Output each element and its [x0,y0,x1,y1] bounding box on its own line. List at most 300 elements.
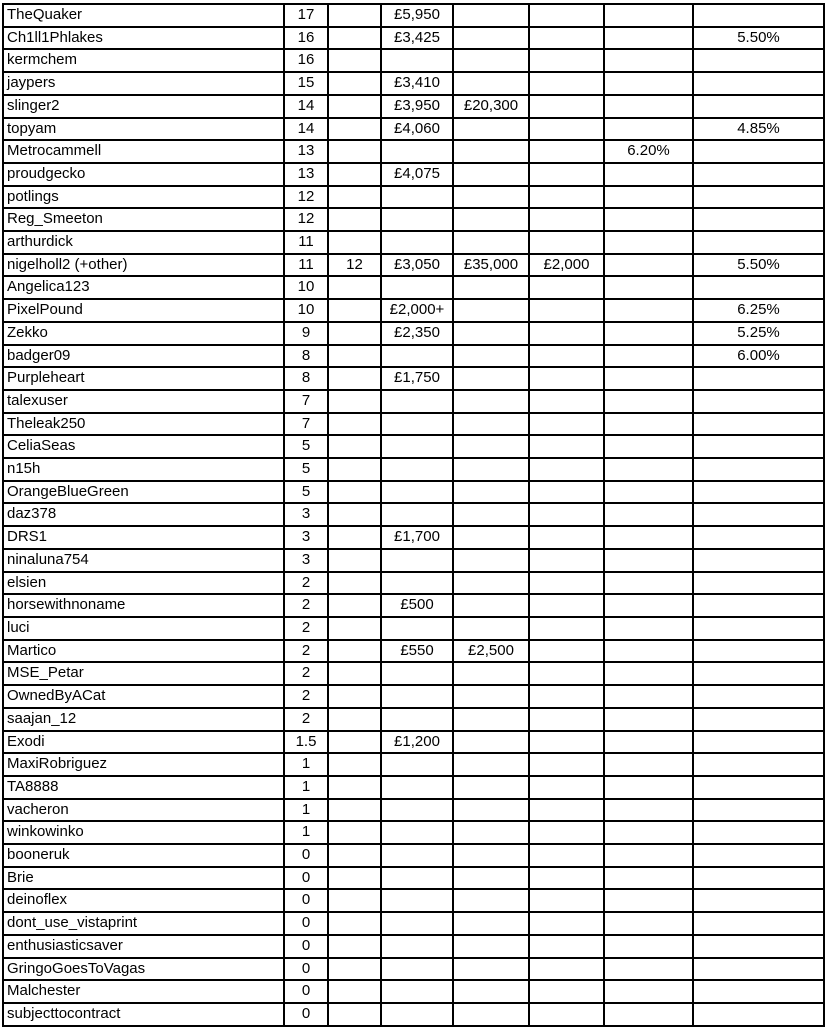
cell-rate-1[interactable] [604,72,693,95]
cell-amount-3[interactable] [529,844,604,867]
cell-username[interactable]: CeliaSeas [3,435,284,458]
cell-rate-2[interactable] [693,367,824,390]
cell-amount-1[interactable]: £550 [381,640,453,663]
cell-username[interactable]: enthusiasticsaver [3,935,284,958]
cell-username[interactable]: Exodi [3,731,284,754]
cell-rate-1[interactable] [604,549,693,572]
cell-amount-2[interactable] [453,27,529,50]
cell-amount-3[interactable] [529,208,604,231]
cell-count-primary[interactable]: 0 [284,889,328,912]
cell-amount-2[interactable] [453,526,529,549]
cell-count-secondary[interactable] [328,4,381,27]
cell-rate-2[interactable] [693,276,824,299]
cell-count-secondary[interactable]: 12 [328,254,381,277]
cell-rate-2[interactable] [693,708,824,731]
cell-amount-3[interactable] [529,526,604,549]
cell-amount-2[interactable] [453,821,529,844]
cell-count-primary[interactable]: 5 [284,481,328,504]
cell-count-primary[interactable]: 0 [284,958,328,981]
cell-count-primary[interactable]: 2 [284,708,328,731]
cell-amount-2[interactable] [453,753,529,776]
cell-amount-2[interactable]: £2,500 [453,640,529,663]
cell-amount-1[interactable] [381,799,453,822]
cell-count-primary[interactable]: 7 [284,390,328,413]
cell-amount-3[interactable]: £2,000 [529,254,604,277]
cell-amount-3[interactable] [529,685,604,708]
cell-rate-2[interactable] [693,231,824,254]
cell-amount-1[interactable]: £2,000+ [381,299,453,322]
cell-count-secondary[interactable] [328,640,381,663]
cell-amount-3[interactable] [529,322,604,345]
cell-count-secondary[interactable] [328,140,381,163]
cell-amount-2[interactable] [453,390,529,413]
cell-count-primary[interactable]: 7 [284,413,328,436]
cell-username[interactable]: TA8888 [3,776,284,799]
cell-count-primary[interactable]: 14 [284,118,328,141]
cell-amount-3[interactable] [529,390,604,413]
cell-username[interactable]: GringoGoesToVagas [3,958,284,981]
cell-username[interactable]: daz378 [3,503,284,526]
cell-username[interactable]: winkowinko [3,821,284,844]
cell-rate-1[interactable] [604,1003,693,1026]
cell-amount-1[interactable] [381,867,453,890]
cell-rate-1[interactable] [604,594,693,617]
cell-rate-2[interactable] [693,889,824,912]
cell-rate-2[interactable] [693,390,824,413]
cell-count-primary[interactable]: 1 [284,776,328,799]
cell-count-secondary[interactable] [328,958,381,981]
cell-rate-2[interactable] [693,503,824,526]
cell-amount-1[interactable] [381,776,453,799]
cell-count-primary[interactable]: 16 [284,27,328,50]
cell-count-secondary[interactable] [328,572,381,595]
cell-amount-3[interactable] [529,231,604,254]
cell-username[interactable]: potlings [3,186,284,209]
cell-amount-2[interactable] [453,208,529,231]
cell-amount-2[interactable] [453,231,529,254]
cell-amount-2[interactable] [453,776,529,799]
cell-amount-2[interactable] [453,889,529,912]
cell-amount-2[interactable] [453,572,529,595]
cell-rate-2[interactable] [693,186,824,209]
cell-rate-2[interactable]: 5.50% [693,27,824,50]
cell-amount-3[interactable] [529,708,604,731]
cell-count-secondary[interactable] [328,118,381,141]
cell-rate-2[interactable] [693,572,824,595]
cell-rate-2[interactable] [693,685,824,708]
cell-count-primary[interactable]: 11 [284,254,328,277]
cell-count-secondary[interactable] [328,503,381,526]
cell-rate-2[interactable] [693,753,824,776]
cell-count-primary[interactable]: 13 [284,163,328,186]
cell-rate-1[interactable] [604,526,693,549]
cell-amount-1[interactable] [381,140,453,163]
cell-amount-1[interactable] [381,685,453,708]
cell-amount-3[interactable] [529,912,604,935]
cell-amount-2[interactable] [453,662,529,685]
cell-amount-2[interactable] [453,980,529,1003]
cell-rate-1[interactable] [604,49,693,72]
cell-username[interactable]: Reg_Smeeton [3,208,284,231]
cell-rate-1[interactable] [604,662,693,685]
cell-rate-2[interactable] [693,95,824,118]
cell-amount-2[interactable] [453,799,529,822]
cell-rate-1[interactable] [604,776,693,799]
cell-amount-1[interactable]: £3,410 [381,72,453,95]
cell-count-secondary[interactable] [328,390,381,413]
cell-amount-3[interactable] [529,889,604,912]
cell-username[interactable]: Angelica123 [3,276,284,299]
cell-rate-1[interactable] [604,708,693,731]
cell-count-secondary[interactable] [328,95,381,118]
cell-amount-2[interactable] [453,4,529,27]
cell-rate-2[interactable] [693,458,824,481]
cell-username[interactable]: luci [3,617,284,640]
cell-count-secondary[interactable] [328,1003,381,1026]
cell-amount-2[interactable] [453,594,529,617]
cell-count-primary[interactable]: 2 [284,662,328,685]
cell-amount-1[interactable]: £5,950 [381,4,453,27]
cell-count-primary[interactable]: 2 [284,572,328,595]
cell-amount-1[interactable] [381,617,453,640]
cell-amount-3[interactable] [529,503,604,526]
cell-rate-1[interactable] [604,889,693,912]
cell-rate-2[interactable] [693,526,824,549]
cell-amount-2[interactable] [453,163,529,186]
cell-amount-1[interactable] [381,345,453,368]
cell-amount-1[interactable] [381,708,453,731]
cell-amount-3[interactable] [529,481,604,504]
cell-amount-2[interactable] [453,118,529,141]
cell-username[interactable]: nigelholl2 (+other) [3,254,284,277]
cell-amount-2[interactable] [453,435,529,458]
cell-username[interactable]: proudgecko [3,163,284,186]
cell-count-primary[interactable]: 3 [284,503,328,526]
cell-amount-1[interactable] [381,912,453,935]
cell-count-secondary[interactable] [328,662,381,685]
cell-rate-1[interactable] [604,413,693,436]
cell-rate-2[interactable] [693,867,824,890]
cell-rate-1[interactable] [604,799,693,822]
cell-count-secondary[interactable] [328,27,381,50]
cell-username[interactable]: dont_use_vistaprint [3,912,284,935]
cell-amount-3[interactable] [529,27,604,50]
cell-rate-1[interactable] [604,163,693,186]
cell-rate-1[interactable] [604,958,693,981]
cell-username[interactable]: Purpleheart [3,367,284,390]
cell-amount-3[interactable] [529,140,604,163]
cell-amount-3[interactable] [529,299,604,322]
cell-amount-3[interactable] [529,640,604,663]
cell-count-primary[interactable]: 0 [284,867,328,890]
cell-count-primary[interactable]: 1 [284,821,328,844]
cell-count-secondary[interactable] [328,276,381,299]
cell-count-primary[interactable]: 3 [284,549,328,572]
cell-rate-1[interactable] [604,322,693,345]
cell-count-primary[interactable]: 3 [284,526,328,549]
cell-amount-2[interactable] [453,617,529,640]
cell-count-secondary[interactable] [328,980,381,1003]
cell-count-primary[interactable]: 11 [284,231,328,254]
cell-rate-1[interactable] [604,980,693,1003]
cell-amount-3[interactable] [529,95,604,118]
cell-rate-1[interactable] [604,685,693,708]
cell-count-secondary[interactable] [328,367,381,390]
cell-username[interactable]: OrangeBlueGreen [3,481,284,504]
cell-username[interactable]: jaypers [3,72,284,95]
cell-count-secondary[interactable] [328,458,381,481]
cell-username[interactable]: ninaluna754 [3,549,284,572]
cell-username[interactable]: Zekko [3,322,284,345]
cell-amount-2[interactable] [453,685,529,708]
cell-amount-3[interactable] [529,958,604,981]
cell-amount-1[interactable] [381,231,453,254]
cell-amount-3[interactable] [529,4,604,27]
cell-amount-1[interactable] [381,413,453,436]
cell-amount-3[interactable] [529,935,604,958]
cell-username[interactable]: Metrocammell [3,140,284,163]
cell-count-primary[interactable]: 5 [284,435,328,458]
cell-username[interactable]: kermchem [3,49,284,72]
cell-rate-2[interactable]: 5.25% [693,322,824,345]
cell-amount-2[interactable] [453,708,529,731]
cell-count-secondary[interactable] [328,413,381,436]
cell-amount-3[interactable] [529,1003,604,1026]
cell-amount-1[interactable] [381,49,453,72]
cell-count-primary[interactable]: 8 [284,367,328,390]
cell-rate-2[interactable] [693,935,824,958]
cell-username[interactable]: Brie [3,867,284,890]
cell-username[interactable]: subjecttocontract [3,1003,284,1026]
cell-count-secondary[interactable] [328,49,381,72]
cell-count-primary[interactable]: 5 [284,458,328,481]
cell-count-secondary[interactable] [328,186,381,209]
cell-rate-2[interactable] [693,4,824,27]
cell-username[interactable]: Martico [3,640,284,663]
cell-amount-2[interactable] [453,413,529,436]
cell-count-primary[interactable]: 2 [284,685,328,708]
cell-amount-2[interactable] [453,1003,529,1026]
cell-username[interactable]: Malchester [3,980,284,1003]
cell-count-secondary[interactable] [328,708,381,731]
cell-rate-2[interactable] [693,481,824,504]
cell-rate-1[interactable] [604,572,693,595]
cell-rate-1[interactable] [604,367,693,390]
cell-username[interactable]: n15h [3,458,284,481]
cell-rate-2[interactable] [693,821,824,844]
cell-rate-1[interactable] [604,640,693,663]
cell-amount-3[interactable] [529,49,604,72]
cell-rate-2[interactable]: 4.85% [693,118,824,141]
cell-amount-1[interactable]: £500 [381,594,453,617]
cell-amount-3[interactable] [529,163,604,186]
cell-amount-2[interactable] [453,731,529,754]
cell-rate-1[interactable] [604,435,693,458]
cell-amount-1[interactable]: £4,075 [381,163,453,186]
cell-username[interactable]: Theleak250 [3,413,284,436]
cell-amount-1[interactable] [381,435,453,458]
cell-amount-1[interactable] [381,186,453,209]
cell-rate-2[interactable] [693,594,824,617]
cell-rate-2[interactable] [693,912,824,935]
cell-rate-1[interactable] [604,753,693,776]
cell-rate-2[interactable] [693,549,824,572]
cell-amount-3[interactable] [529,662,604,685]
cell-count-secondary[interactable] [328,844,381,867]
cell-username[interactable]: booneruk [3,844,284,867]
cell-count-primary[interactable]: 16 [284,49,328,72]
cell-amount-1[interactable]: £1,200 [381,731,453,754]
cell-amount-1[interactable]: £1,700 [381,526,453,549]
cell-count-primary[interactable]: 0 [284,1003,328,1026]
cell-amount-2[interactable] [453,276,529,299]
cell-amount-1[interactable] [381,208,453,231]
cell-amount-3[interactable] [529,435,604,458]
cell-username[interactable]: slinger2 [3,95,284,118]
cell-amount-2[interactable] [453,367,529,390]
cell-amount-1[interactable] [381,549,453,572]
cell-count-primary[interactable]: 17 [284,4,328,27]
cell-amount-3[interactable] [529,617,604,640]
cell-rate-1[interactable] [604,390,693,413]
cell-amount-1[interactable] [381,980,453,1003]
cell-rate-1[interactable] [604,299,693,322]
cell-amount-3[interactable] [529,367,604,390]
cell-amount-1[interactable] [381,821,453,844]
cell-count-secondary[interactable] [328,435,381,458]
cell-rate-2[interactable] [693,208,824,231]
cell-rate-1[interactable] [604,276,693,299]
cell-amount-3[interactable] [529,980,604,1003]
cell-count-secondary[interactable] [328,526,381,549]
cell-count-primary[interactable]: 8 [284,345,328,368]
cell-rate-1[interactable]: 6.20% [604,140,693,163]
cell-count-primary[interactable]: 1.5 [284,731,328,754]
cell-count-primary[interactable]: 10 [284,299,328,322]
cell-amount-1[interactable] [381,1003,453,1026]
cell-username[interactable]: vacheron [3,799,284,822]
cell-amount-2[interactable]: £35,000 [453,254,529,277]
cell-rate-2[interactable] [693,980,824,1003]
cell-username[interactable]: saajan_12 [3,708,284,731]
cell-rate-1[interactable] [604,458,693,481]
cell-count-secondary[interactable] [328,481,381,504]
cell-rate-1[interactable] [604,231,693,254]
cell-count-primary[interactable]: 12 [284,208,328,231]
cell-username[interactable]: PixelPound [3,299,284,322]
cell-rate-1[interactable] [604,503,693,526]
cell-count-secondary[interactable] [328,208,381,231]
cell-rate-2[interactable] [693,435,824,458]
cell-count-primary[interactable]: 14 [284,95,328,118]
cell-amount-3[interactable] [529,572,604,595]
cell-rate-1[interactable] [604,912,693,935]
cell-rate-1[interactable] [604,867,693,890]
cell-rate-2[interactable] [693,140,824,163]
cell-amount-3[interactable] [529,594,604,617]
cell-count-secondary[interactable] [328,72,381,95]
cell-username[interactable]: MaxiRobriguez [3,753,284,776]
cell-amount-1[interactable]: £3,050 [381,254,453,277]
cell-amount-2[interactable] [453,935,529,958]
cell-username[interactable]: elsien [3,572,284,595]
cell-amount-2[interactable] [453,299,529,322]
cell-count-secondary[interactable] [328,867,381,890]
cell-username[interactable]: deinoflex [3,889,284,912]
cell-rate-1[interactable] [604,186,693,209]
cell-rate-2[interactable] [693,958,824,981]
cell-amount-3[interactable] [529,118,604,141]
cell-amount-3[interactable] [529,345,604,368]
cell-count-secondary[interactable] [328,549,381,572]
cell-amount-3[interactable] [529,186,604,209]
cell-amount-3[interactable] [529,413,604,436]
cell-rate-2[interactable] [693,662,824,685]
cell-amount-1[interactable]: £1,750 [381,367,453,390]
cell-amount-3[interactable] [529,867,604,890]
cell-count-secondary[interactable] [328,617,381,640]
cell-amount-2[interactable] [453,912,529,935]
cell-amount-2[interactable]: £20,300 [453,95,529,118]
cell-amount-2[interactable] [453,503,529,526]
cell-rate-2[interactable] [693,1003,824,1026]
cell-amount-1[interactable] [381,390,453,413]
cell-count-primary[interactable]: 13 [284,140,328,163]
cell-amount-1[interactable]: £2,350 [381,322,453,345]
cell-count-primary[interactable]: 15 [284,72,328,95]
cell-rate-1[interactable] [604,731,693,754]
cell-amount-2[interactable] [453,867,529,890]
cell-amount-1[interactable]: £3,425 [381,27,453,50]
cell-rate-2[interactable] [693,731,824,754]
cell-amount-2[interactable] [453,49,529,72]
cell-amount-1[interactable] [381,481,453,504]
cell-count-primary[interactable]: 1 [284,753,328,776]
cell-rate-1[interactable] [604,481,693,504]
cell-count-secondary[interactable] [328,299,381,322]
cell-rate-1[interactable] [604,95,693,118]
cell-count-secondary[interactable] [328,231,381,254]
cell-amount-3[interactable] [529,458,604,481]
cell-username[interactable]: badger09 [3,345,284,368]
cell-amount-1[interactable] [381,844,453,867]
cell-amount-1[interactable] [381,458,453,481]
cell-amount-2[interactable] [453,322,529,345]
cell-amount-3[interactable] [529,549,604,572]
cell-username[interactable]: TheQuaker [3,4,284,27]
cell-count-primary[interactable]: 0 [284,912,328,935]
cell-rate-2[interactable] [693,776,824,799]
cell-amount-2[interactable] [453,140,529,163]
cell-count-secondary[interactable] [328,322,381,345]
cell-rate-2[interactable] [693,617,824,640]
cell-rate-1[interactable] [604,345,693,368]
cell-amount-3[interactable] [529,72,604,95]
cell-username[interactable]: horsewithnoname [3,594,284,617]
cell-amount-1[interactable]: £3,950 [381,95,453,118]
cell-count-primary[interactable]: 10 [284,276,328,299]
cell-rate-2[interactable]: 6.25% [693,299,824,322]
cell-amount-1[interactable] [381,753,453,776]
cell-username[interactable]: DRS1 [3,526,284,549]
cell-rate-2[interactable]: 6.00% [693,345,824,368]
cell-rate-2[interactable] [693,413,824,436]
cell-amount-3[interactable] [529,753,604,776]
cell-count-primary[interactable]: 2 [284,640,328,663]
cell-amount-3[interactable] [529,276,604,299]
cell-rate-1[interactable] [604,118,693,141]
cell-amount-2[interactable] [453,549,529,572]
